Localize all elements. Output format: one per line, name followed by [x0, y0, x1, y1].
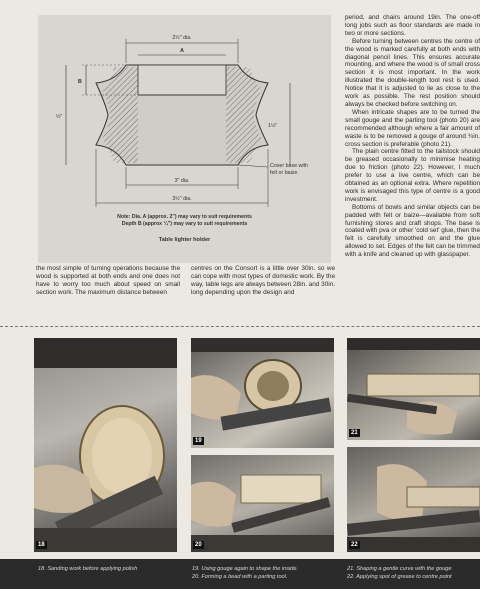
section-divider: [0, 326, 480, 327]
photo-20: [191, 455, 334, 552]
right-paragraph: period, and chairs around 19in. The one-off long jobs such as floor standards are made in two or more sections.: [345, 14, 480, 37]
left-column: [36, 265, 180, 307]
photo-19: [191, 338, 334, 448]
dim-a-label: A: [180, 48, 184, 54]
recess: [138, 65, 226, 95]
photo-18-image: [34, 338, 177, 552]
caption-22: 22. Applying spot of grease to centre point: [347, 574, 452, 580]
cover-note-1: Cover base with: [270, 163, 308, 169]
right-paragraph: When intricate shapes are to be turned the small gouge and the parting tool (photo 20) are recommended although where a fair amount of waste is to be removed a gouge of around ¾in. cross section is preferable (photo 21).: [345, 108, 480, 148]
middle-column: [191, 265, 335, 307]
photo-18: [34, 338, 177, 552]
middle-column-text: centres on the Consort is a little over 30in. so we can cope with most types of domestic work. By the way, table legs are always between 28in. and 30in. long depending upon the design and: [191, 265, 335, 296]
dim-top-label: 2½" dia.: [172, 35, 192, 41]
dim-left-label: ½": [56, 114, 63, 120]
photo-number-20: 20: [195, 542, 202, 548]
diagram-note-1: Note: Dia. A (approx. 2") may vary to suit requirements: [117, 214, 252, 220]
right-paragraph: The plain centre fitted to the tailstock should be greased occasionally to minimise heating due to friction (photo 22). However, I much prefer to use a live centre, which can be obtained as an optional extra. Where repetition work is envisaged this type of centre is a good investment.: [345, 148, 480, 203]
photo-number-18: 18: [38, 542, 45, 548]
photo-19-image: [191, 338, 334, 448]
left-column-text: the most simple of turning operations because the wood is supported at both ends and one does not have to worry too much about speed on small section work. The maximum distance between: [36, 265, 180, 296]
diagram-panel: [38, 15, 331, 263]
right-paragraph: Bottoms of bowls and similar objects can be padded with felt or baize—available from soft furnishing stores and craft shops. The base is coated with pva or other 'cold set' glue, then the felt is carefully smoothed on and the glue allowed to set. Edges of the felt can be trimmed with a knife and cleaned up with glasspaper.: [345, 203, 480, 259]
photo-21: [347, 338, 480, 440]
photo-20-image: [191, 455, 334, 552]
photo-22: [347, 447, 480, 552]
caption-18: 18. Sanding work before applying polish: [38, 566, 138, 572]
photo-number-22: 22: [351, 542, 358, 548]
photo-number-21: 21: [351, 430, 358, 436]
cover-note-2: felt or baize: [270, 170, 298, 176]
caption-19: 19. Using gouge again to shape the inside.: [192, 566, 299, 572]
photo-21-image: [347, 338, 480, 440]
diagram-note-2: Depth B (approx ¼") may vary to suit requirements: [121, 221, 248, 227]
diagram-caption: Table lighter holder: [158, 237, 211, 243]
dim-b-label: B: [78, 79, 82, 85]
photo-number-19: 19: [195, 438, 202, 444]
caption-21: 21. Shaping a gentle curve with the gouge: [347, 566, 452, 572]
caption-20: 20. Forming a bead with a parting tool.: [192, 574, 288, 580]
caption-bar: [0, 559, 480, 589]
dim-inner-label: 3" dia.: [174, 178, 190, 184]
right-column: [345, 14, 480, 314]
dim-right-label: 1½": [268, 123, 278, 129]
dim-bottom-label: 3½" dia.: [172, 196, 192, 202]
photo-22-image: [347, 447, 480, 552]
right-paragraph: Before turning between centres the centre of the wood is marked carefully at both ends with diagonal pencil lines. This ensures accurate mounting, and where the wood is of small cross section it is most important. In the work illustrated the double-length tool rest is used. Notice that it is adjusted to lie as close to the work as possible. The rest position should always be checked before switching on.: [345, 37, 480, 108]
